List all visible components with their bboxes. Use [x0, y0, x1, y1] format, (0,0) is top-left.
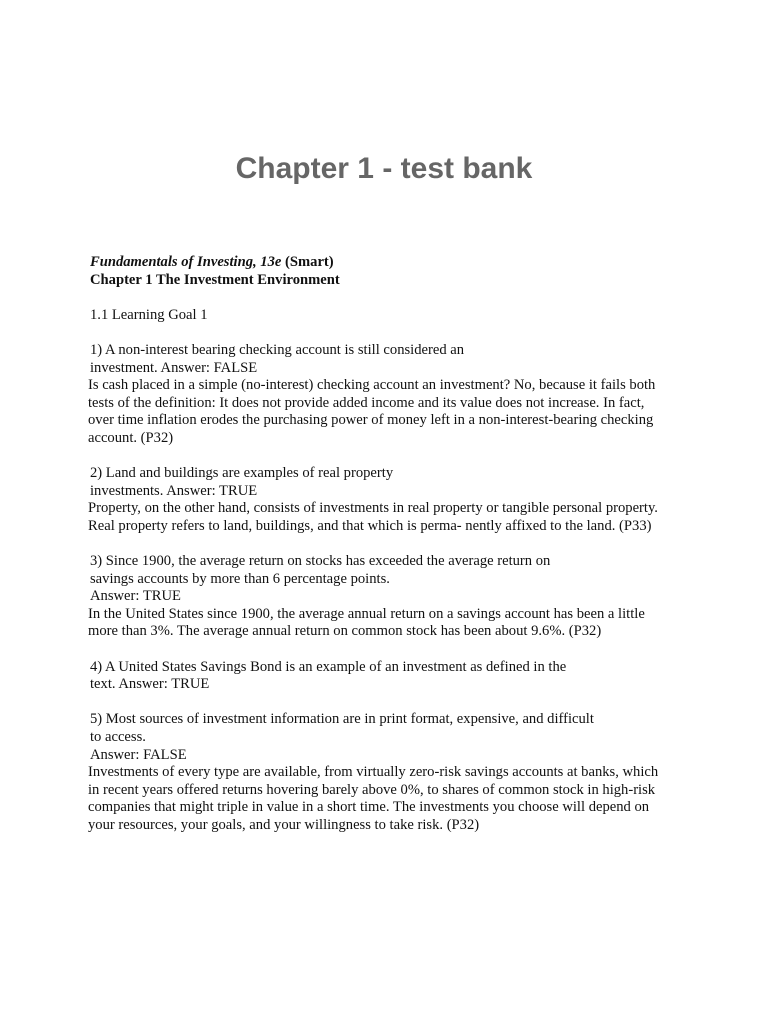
page-title: Chapter 1 - test bank	[235, 152, 533, 185]
question-item	[90, 553, 690, 659]
explanation-line: more than 3%. The average annual return on common stock has been about 9.6%. (P32)	[88, 623, 602, 640]
book-author: (Smart)	[281, 254, 334, 270]
explanation-line: Is cash placed in a simple (no-interest) checking account an investment? No, because it fails both	[88, 377, 656, 394]
question-list	[90, 342, 690, 835]
question-line: investment. Answer: FALSE	[90, 359, 258, 376]
question-line: Answer: FALSE	[90, 746, 187, 763]
question-item	[90, 465, 690, 553]
explanation-line: your resources, your goals, and your willingness to take risk. (P32)	[88, 817, 480, 833]
document-body	[90, 254, 690, 835]
question-line: 4) A United States Savings Bond is an example of an investment as defined in the	[90, 658, 567, 675]
explanation-line: in recent years offered returns hovering barely above 0%, to shares of common stock in high-risk	[88, 781, 656, 798]
section-heading: 1.1 Learning Goal 1	[90, 306, 208, 323]
question-line: Answer: TRUE	[90, 588, 181, 605]
explanation-line: companies that might triple in value in a short time. The investments you choose will depend on	[88, 799, 650, 816]
explanation-line: Property, on the other hand, consists of investments in real property or tangible personal property.	[88, 500, 658, 517]
question-item	[90, 711, 690, 834]
question-line: savings accounts by more than 6 percentage points.	[90, 570, 390, 587]
question-line: 2) Land and buildings are examples of real property	[90, 465, 394, 482]
question-line: 1) A non-interest bearing checking account is still considered an	[90, 341, 465, 358]
book-citation	[90, 254, 690, 272]
question-line: 3) Since 1900, the average return on stocks has exceeded the average return on	[90, 553, 551, 570]
explanation-line: Real property refers to land, buildings, and that which is perma- nently affixed to the land. (P33)	[88, 517, 652, 534]
chapter-heading: Chapter 1 The Investment Environment	[90, 271, 340, 288]
explanation-line: In the United States since 1900, the average annual return on a savings account has been a little	[88, 605, 645, 622]
explanation-line: Investments of every type are available, from virtually zero-risk savings accounts at banks, which	[88, 764, 659, 781]
question-item	[90, 342, 690, 465]
question-item	[90, 659, 690, 712]
question-line: to access.	[90, 729, 146, 746]
question-line: text. Answer: TRUE	[90, 676, 210, 693]
book-title: Fundamentals of Investing, 13e	[90, 254, 282, 270]
explanation-line: over time inflation erodes the purchasing power of money left in a non-interest-bearing checking	[88, 412, 654, 429]
question-line: investments. Answer: TRUE	[90, 482, 258, 499]
explanation-line: account. (P32)	[88, 429, 174, 446]
explanation-line: tests of the definition: It does not provide added income and its value does not increase. In fact,	[88, 394, 645, 411]
question-line: 5) Most sources of investment information are in print format, expensive, and difficult	[90, 711, 594, 728]
